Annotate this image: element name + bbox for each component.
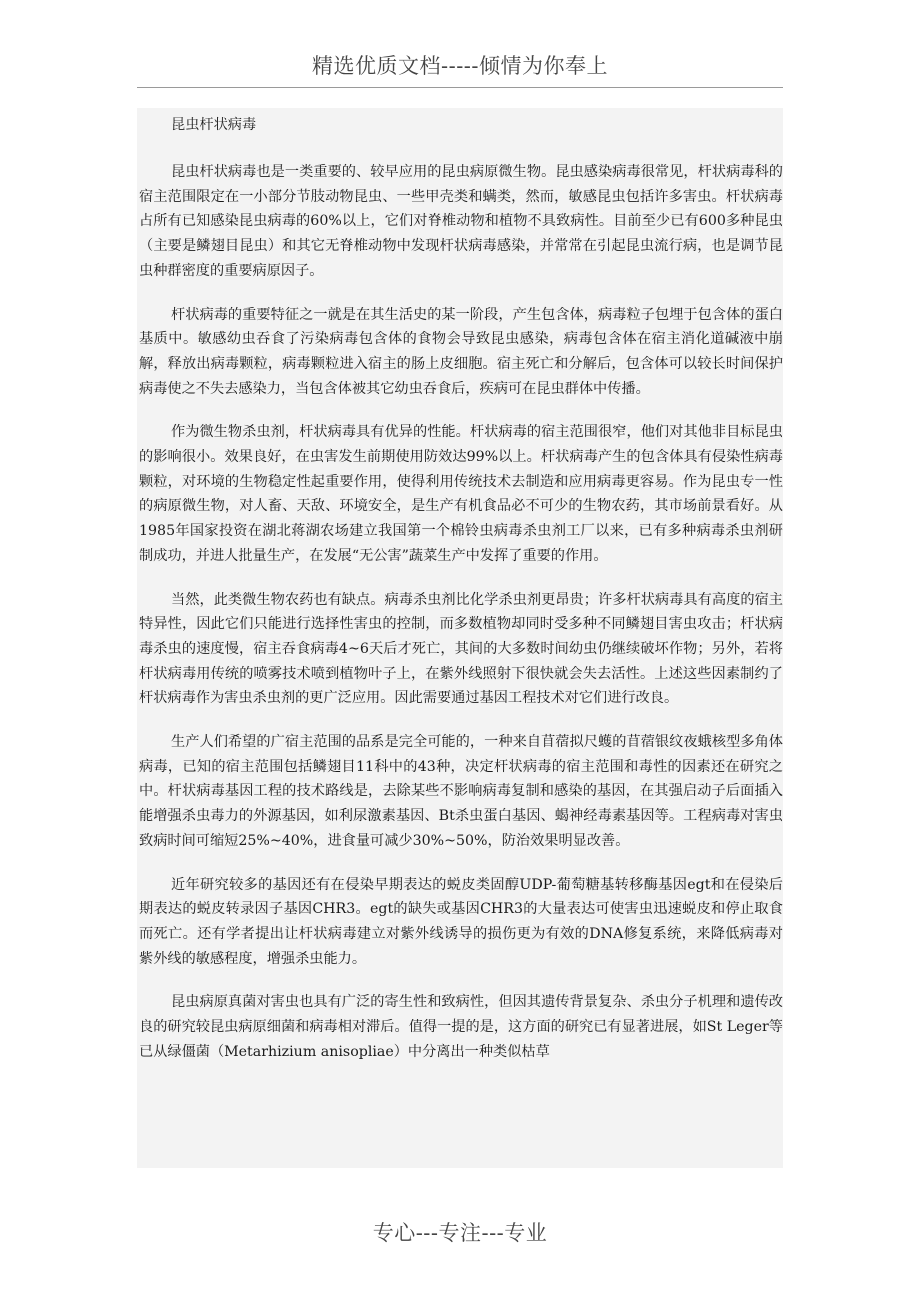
paragraph: 近年研究较多的基因还有在侵染早期表达的蜕皮类固醇UDP-葡萄糖基转移酶基因egt和在侵染后期表达的蜕皮转录因子基因CHR3。egt的缺失或基因CHR3的大量表达可使害虫迅速蜕皮和停止取食而死亡。还有学者提出让杆状病毒建立对紫外线诱导的损伤更为有效的DNA修复系统，来降低病毒对紫外线的敏感程度，增强杀虫能力。 (139, 876, 783, 967)
page-footer: 专心---专注---专业 (372, 1221, 548, 1245)
document-title: 昆虫杆状病毒 (171, 117, 257, 133)
paragraph: 昆虫杆状病毒也是一类重要的、较早应用的昆虫病原微生物。昆虫感染病毒很常见，杆状病毒科的宿主范围限定在一小部分节肢动物昆虫、一些甲壳类和螨类，然而，敏感昆虫包括许多害虫。杆状病毒占所有已知感染昆虫病毒的60%以上，它们对脊椎动物和植物不具致病性。目前至少已有600多种昆虫（主要是鳞翅目昆虫）和其它无脊椎动物中发现杆状病毒感染，并常常在引起昆虫流行病，也是调节昆虫种群密度的重要病原因子。 (139, 164, 783, 279)
document-body (137, 108, 783, 1168)
paragraph: 作为微生物杀虫剂，杆状病毒具有优异的性能。杆状病毒的宿主范围很窄，他们对其他非目标昆虫的影响很小。效果良好，在虫害发生前期使用防效达99%以上。杆状病毒产生的包含体具有侵染性病毒颗粒，对环境的生物稳定性起重要作用，使得利用传统技术去制造和应用病毒更容易。作为昆虫专一性的病原微生物，对人畜、天敌、环境安全，是生产有机食品必不可少的生物农药，其市场前景看好。从1985年国家投资在湖北蒋湖农场建立我国第一个棉铃虫病毒杀虫剂工厂以来，已有多种病毒杀虫剂研制成功，并进人批量生产，在发展“无公害”蔬菜生产中发挥了重要的作用。 (139, 424, 783, 564)
paragraph: 昆虫病原真菌对害虫也具有广泛的寄生性和致病性，但因其遗传背景复杂、杀虫分子机理和遗传改良的研究较昆虫病原细菌和病毒相对滞后。值得一提的是，这方面的研究已有显著进展，如St Leger等已从绿僵菌（Metarhizium anisopliae）中分离出一种类似枯草 (139, 994, 783, 1060)
paragraph: 当然，此类微生物农药也有缺点。病毒杀虫剂比化学杀虫剂更昂贵；许多杆状病毒具有高度的宿主特异性，因此它们只能进行选择性害虫的控制，而多数植物却同时受多种不同鳞翅目害虫攻击；杆状病毒杀虫的速度慢，宿主吞食病毒4~6天后才死亡，其间的大多数时间幼虫仍继续破坏作物；另外，若将杆状病毒用传统的喷雾技术喷到植物叶子上，在紫外线照射下很快就会失去活性。上述这些因素制约了杆状病毒作为害虫杀虫剂的更广泛应用。因此需要通过基因工程技术对它们进行改良。 (139, 591, 783, 707)
header-divider (137, 87, 783, 88)
page-header: 精选优质文档-----倾情为你奉上 (312, 54, 608, 78)
paragraph: 杆状病毒的重要特征之一就是在其生活史的某一阶段，产生包含体，病毒粒子包埋于包含体的蛋白基质中。敏感幼虫吞食了污染病毒包含体的食物会导致昆虫感染，病毒包含体在宿主消化道碱液中崩解，释放出病毒颗粒，病毒颗粒进入宿主的肠上皮细胞。宿主死亡和分解后，包含体可以较长时间保护病毒使之不失去感染力，当包含体被其它幼虫吞食后，疾病可在昆虫群体中传播。 (139, 306, 783, 397)
document-content (137, 108, 783, 1065)
paragraph: 生产人们希望的广宿主范围的品系是完全可能的，一种来自苜蓿拟尺蠖的苜蓿银纹夜蛾核型多角体病毒，已知的宿主范围包括鳞翅目11科中的43种，决定杆状病毒的宿主范围和毒性的因素还在研究之中。杆状病毒基因工程的技术路线是，去除某些不影响病毒复制和感染的基因，在其强启动子后面插入能增强杀虫毒力的外源基因，如利尿激素基因、Bt杀虫蛋白基因、蝎神经毒素基因等。工程病毒对害虫致病时间可缩短25%~40%，进食量可减少30%~50%，防治效果明显改善。 (139, 734, 783, 849)
